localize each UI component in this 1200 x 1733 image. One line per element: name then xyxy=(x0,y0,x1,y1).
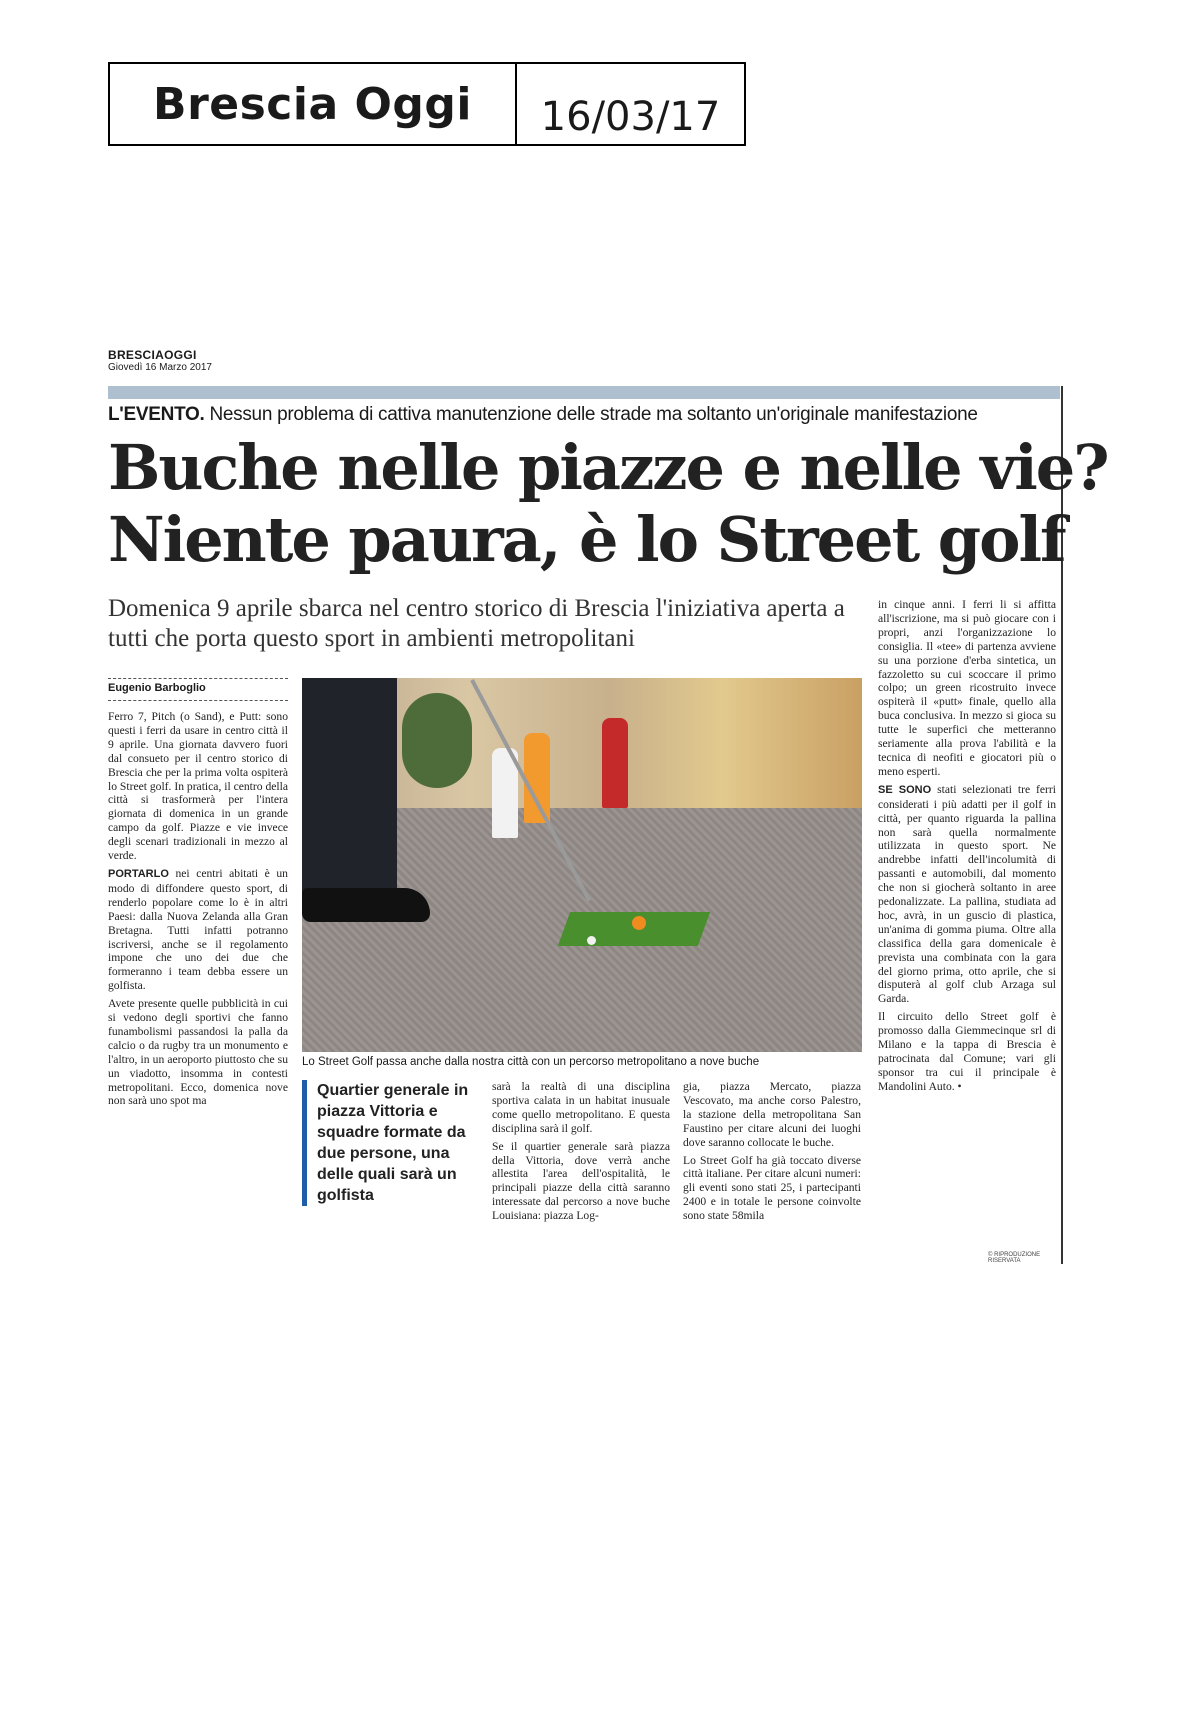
article-column-3 xyxy=(492,1080,670,1227)
col5-paragraph-3: Il circuito dello Street golf è promosso dalla Giemmecinque srl di Milano e la tappa di Brescia è patrocinata dal Comune; vari gli sponsor tra cui il principale è Mandolini Auto. • xyxy=(878,1010,1056,1093)
article-clipping xyxy=(108,348,1108,1264)
byline-rule-bottom xyxy=(108,700,288,701)
headline-line-1: Buche nelle piazze e nelle vie? xyxy=(108,431,1108,504)
photo-golfer-shoe xyxy=(302,888,430,922)
col5-paragraph-2 xyxy=(878,783,1056,1007)
col1-paragraph-2-text: nei centri abitati è un modo di diffondere questo sport, di renderlo popolare come lo è in altri Paesi: dalla Nuova Zelanda alla Gran Bretagna. Tutti infatti potranno iscriversi, anche se il regolamento impone che uno dei due che formeranno i team debba essere un golfista. xyxy=(108,866,288,993)
publication-date: 16/03/17 xyxy=(540,94,721,140)
copyright-credit: © RIPRODUZIONE RISERVATA xyxy=(988,1252,1041,1264)
col4-paragraph-2: Lo Street Golf ha già toccato diverse città italiane. Per citare alcuni numeri: gli eventi sono stati 25, i partecipanti 2400 e in totale le persone coinvolte sono state 58mila xyxy=(683,1153,861,1223)
masthead-date: Giovedì 16 Marzo 2017 xyxy=(108,362,212,373)
col1-paragraph-1: Ferro 7, Pitch (o Sand), e Putt: sono questi i ferri da usare in centro città il 9 aprile. Una giornata davvero fuori dal consueto per il centro storico di Brescia che per la prima volta ospiterà lo Street golf. In pratica, il centro della città si trasformerà per l'intera giornata di domenica in un grande campo da golf. Piazze e vie invece degli scenari tradizionali in mezzo al verde. xyxy=(108,710,288,863)
byline-rule-top xyxy=(108,678,288,679)
col4-paragraph-1: gia, piazza Mercato, piazza Vescovato, ma anche corso Palestro, la stazione della metropolitana San Faustino per citare alcuni dei luoghi dove saranno collocate le buche. xyxy=(683,1080,861,1149)
photo-golf-ball xyxy=(632,916,646,930)
header-box xyxy=(108,62,746,146)
article-photo xyxy=(302,678,862,1052)
col5-paragraph-1: in cinque anni. I ferri li si affitta all'iscrizione, ma si può giocare con i propri, anzi l'organizzazione lo consiglia. Il «tee» di partenza avviene su una porzione d'erba sintetica, un fazzoletto su cui scoccare il primo colpo; un green ricostruito invece ospiterà il «putt» finale, quello alla buca conclusiva. In mezzo si gioca su tutte le superfici che metteranno seriamente alla prova l'abilità e la tecnica di neofiti e giocatori più o meno esperti. xyxy=(878,598,1056,778)
kicker xyxy=(108,404,978,426)
photo-spectator xyxy=(524,733,550,823)
byline: Eugenio Barboglio xyxy=(108,682,206,694)
kicker-label: L'EVENTO. xyxy=(108,404,205,425)
top-rule xyxy=(108,386,1060,399)
article-column-5 xyxy=(878,598,1056,1098)
article-column-4 xyxy=(683,1080,861,1227)
article-column-1 xyxy=(108,710,288,1112)
col3-paragraph-2: Se il quartier generale sarà piazza della Vittoria, dove verrà anche allestita l'area dell'ospitalità, le principali piazze della città saranno interessate dal percorso a nove buche Louisiana: piazza Log- xyxy=(492,1139,670,1223)
col1-lead-in: PORTARLO xyxy=(108,867,169,880)
headline-line-2: Niente paura, è lo Street golf xyxy=(108,503,1065,576)
col5-lead-in: SE SONO xyxy=(878,783,932,796)
photo-white-ball xyxy=(587,936,596,945)
col1-paragraph-3: Avete presente quelle pubblicità in cui si vedono degli sportivi che fanno funambolismi passandosi la palla da calcio o da rugby tra un monumento e l'altro, in un aeroporto piuttosto che su un viadotto, insomma in contesti metropolitani. Ecco, domenica nove non sarà uno spot ma xyxy=(108,997,288,1108)
photo-caption: Lo Street Golf passa anche dalla nostra città con un percorso metropolitano a nove buche xyxy=(302,1056,760,1068)
kicker-text: Nessun problema di cattiva manutenzione delle strade ma soltanto un'originale manifestazione xyxy=(209,404,978,425)
publication-name: Brescia Oggi xyxy=(110,64,517,144)
photo-spectator xyxy=(602,718,628,808)
masthead: BRESCIAOGGI xyxy=(108,348,197,362)
col1-paragraph-2 xyxy=(108,867,288,993)
photo-golfer-legs xyxy=(302,678,397,908)
photo-tree xyxy=(402,693,472,788)
col5-paragraph-2-text: stati selezionati tre ferri considerati i più adatti per il golf in città, per quanto riguarda la pallina non sarà quella normalmente utilizzata in questo sport. Ne andrebbe infatti dell'incolumità di passanti e automobili, dal momento che non si giocherà soltanto in aree pedonalizzate. La pallina, studiata ad hoc, avrà, in un guscio di plastica, un'anima di gomma piuma. Oltre alla classifica della gara domenicale è prevista una combinata con la gara del giorno prima, otto aprile, che si disputerà al golf club Arzaga sul Garda. xyxy=(878,782,1056,1006)
pull-quote: Quartier generale in piazza Vittoria e squadre formate da due persone, una delle quali sarà un golfista xyxy=(302,1080,489,1206)
headline xyxy=(108,432,1108,576)
col3-paragraph-1: sarà la realtà di una disciplina sportiva calata in un habitat inusuale come quello metropolitano. E questa disciplina sarà il golf. xyxy=(492,1080,670,1135)
subheadline: Domenica 9 aprile sbarca nel centro storico di Brescia l'iniziativa aperta a tutti che porta questo sport in ambienti metropolitani xyxy=(108,595,845,652)
